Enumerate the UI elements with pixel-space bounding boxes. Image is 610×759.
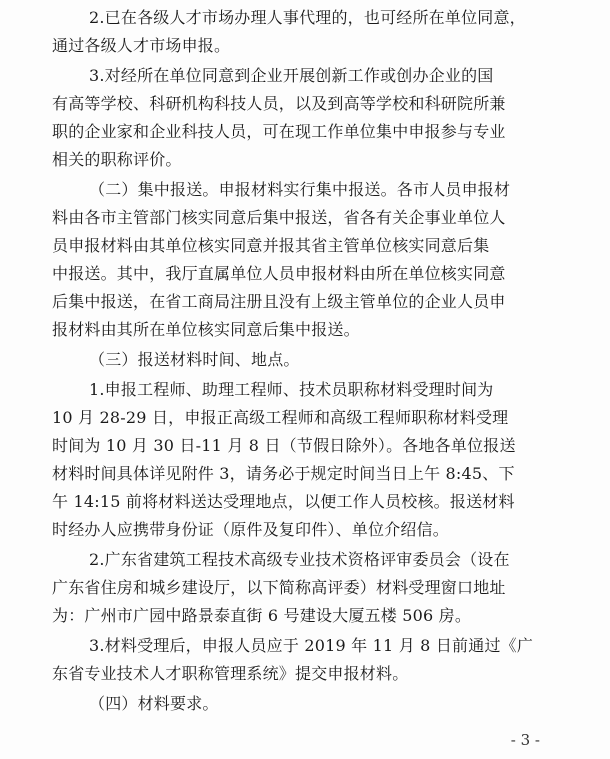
text-line: 2.广东省建筑工程技术高级专业技术资格评审委员会（设在 bbox=[89, 550, 510, 569]
section-heading: （四）材料要求。 bbox=[89, 694, 219, 713]
text-line: 有高等学校、科研机构科技人员，以及到高等学校和科研院所兼 bbox=[52, 94, 506, 113]
document-body bbox=[52, 4, 562, 720]
text-line: （二）集中报送。申报材料实行集中报送。各市人员申报材 bbox=[89, 180, 511, 199]
paragraph-1-time bbox=[52, 376, 562, 544]
text-line: 职的企业家和企业科技人员，可在现工作单位集中申报参与专业 bbox=[52, 122, 506, 141]
paragraph-2-location bbox=[52, 546, 562, 630]
text-line: 后集中报送，在省工商局注册且没有上级主管单位的企业人员申 bbox=[52, 292, 506, 311]
text-line: 时经办人应携带身份证（原件及复印件）、单位介绍信。 bbox=[52, 520, 450, 539]
paragraph-2-market-agency bbox=[52, 4, 562, 60]
text-line: 通过各级人才市场申报。 bbox=[52, 36, 231, 55]
text-line: 东省专业技术人才职称管理系统》提交申报材料。 bbox=[52, 664, 409, 683]
text-line: 10 月 28-29 日，申报正高级工程师和高级工程师职称材料受理 bbox=[52, 408, 509, 427]
text-line: 1.申报工程师、助理工程师、技术员职称材料受理时间为 bbox=[89, 380, 494, 399]
text-line: 3.对经所在单位同意到企业开展创新工作或创办企业的国 bbox=[89, 66, 494, 85]
paragraph-3-submission bbox=[52, 632, 562, 688]
text-line: 3.材料受理后，申报人员应于 2019 年 11 月 8 日前通过《广 bbox=[89, 636, 534, 655]
text-line: 为：广州市广园中路景泰直街 6 号建设大厦五楼 506 房。 bbox=[52, 606, 472, 625]
page-number: - 3 - bbox=[510, 731, 540, 749]
section-heading: （三）报送材料时间、地点。 bbox=[89, 350, 300, 369]
text-line: 料由各市主管部门核实同意后集中报送，省各有关企事业单位人 bbox=[52, 208, 506, 227]
text-line: 中报送。其中，我厅直属单位人员申报材料由所在单位核实同意 bbox=[52, 264, 506, 283]
paragraph-3-innovation bbox=[52, 62, 562, 174]
text-line: 广东省住房和城乡建设厅，以下简称高评委）材料受理窗口地址 bbox=[52, 578, 506, 597]
text-line: 报材料由其所在单位核实同意后集中报送。 bbox=[52, 320, 360, 339]
text-line: 相关的职称评价。 bbox=[52, 150, 182, 169]
text-line: 员申报材料由其单位核实同意并报其省主管单位核实同意后集 bbox=[52, 236, 490, 255]
text-line: 2.已在各级人才市场办理人事代理的，也可经所在单位同意， bbox=[89, 8, 526, 27]
paragraph-section-2-centralized bbox=[52, 176, 562, 344]
text-line: 材料时间具体详见附件 3，请务必于规定时间当日上午 8:45、下 bbox=[52, 464, 515, 483]
text-line: 午 14:15 前将材料送达受理地点，以便工作人员校核。报送材料 bbox=[52, 492, 515, 511]
text-line: 时间为 10 月 30 日-11 月 8 日（节假日除外）。各地各单位报送 bbox=[52, 436, 516, 455]
heading-section-3 bbox=[52, 346, 562, 374]
heading-section-4 bbox=[52, 690, 562, 718]
